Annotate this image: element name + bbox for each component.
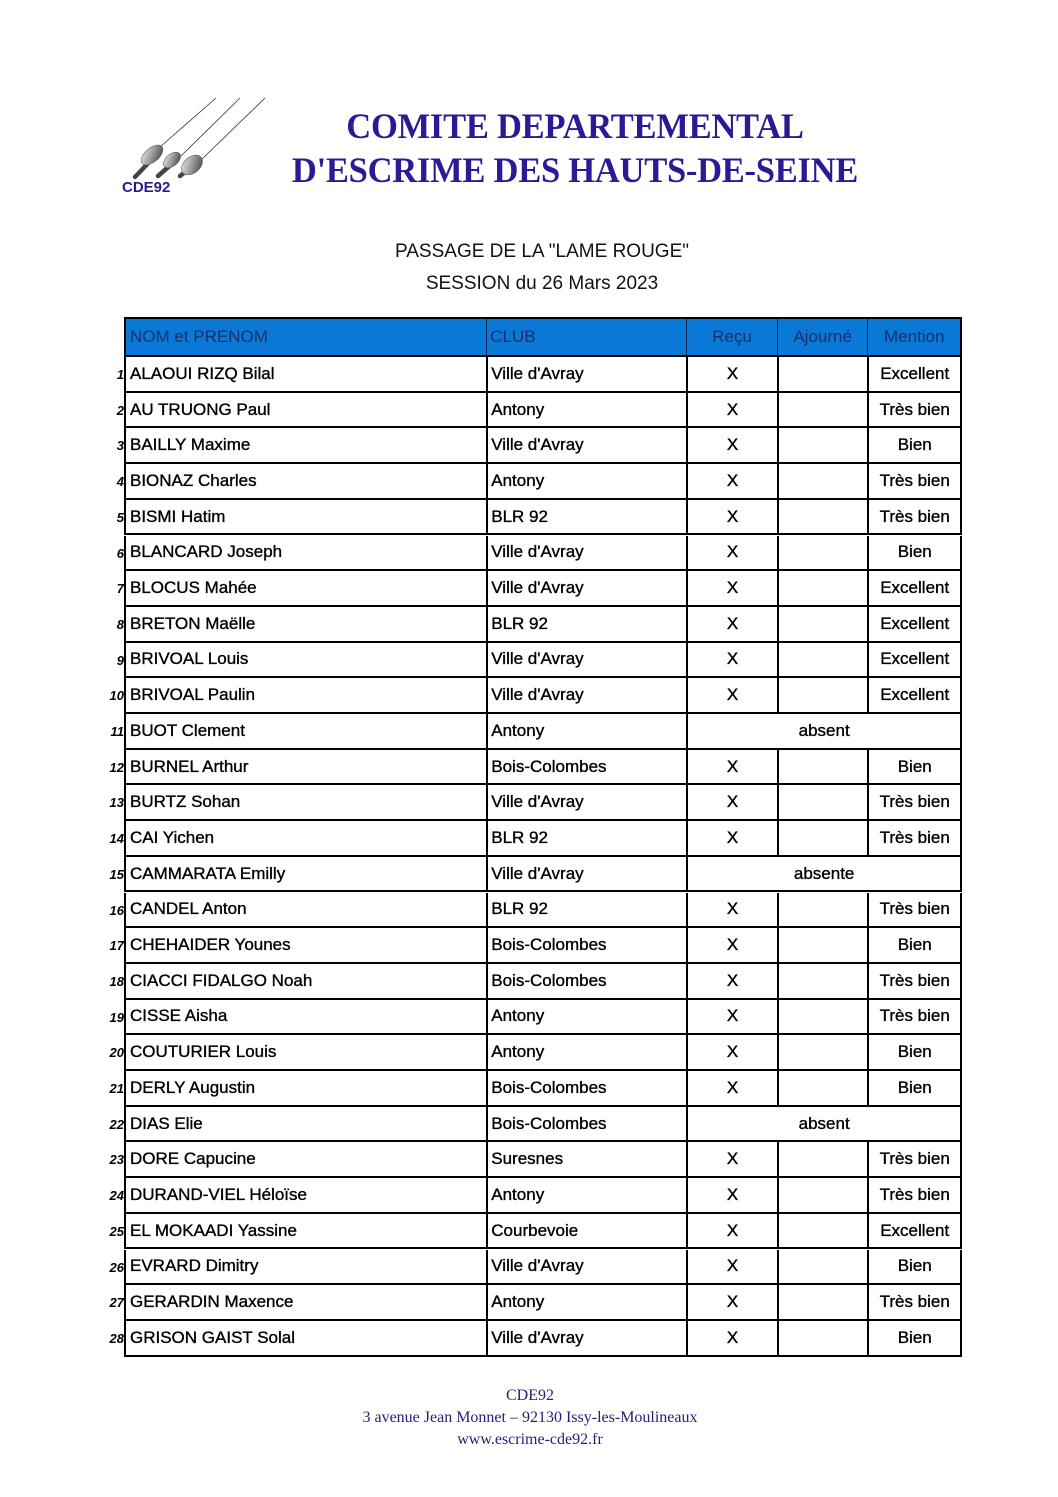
row-number: 23 xyxy=(109,1152,124,1168)
cell-name: CHEHAIDER Younes xyxy=(130,935,291,955)
cell-ajourne xyxy=(777,393,868,427)
cell-mention: Très bien xyxy=(867,821,960,855)
cell-ajourne xyxy=(777,1321,868,1355)
cell-ajourne xyxy=(777,750,868,784)
row-number: 6 xyxy=(116,545,124,561)
cell-club: Ville d'Avray xyxy=(486,643,686,677)
cell-recu: X xyxy=(686,571,777,605)
column-header-ajourne: Ajourné xyxy=(777,319,868,355)
footer-website[interactable]: www.escrime-cde92.fr xyxy=(457,1431,603,1448)
table-row xyxy=(116,393,962,429)
cell-mention: Excellent xyxy=(867,1214,960,1248)
cell-name: BURTZ Sohan xyxy=(130,792,241,812)
row-number: 5 xyxy=(116,509,124,525)
cell-club: Antony xyxy=(486,1178,686,1212)
cell-club: Antony xyxy=(486,714,686,748)
cell-club: Bois-Colombes xyxy=(486,750,686,784)
cell-club: BLR 92 xyxy=(486,821,686,855)
table-row xyxy=(116,428,962,464)
cell-name: BISMI Hatim xyxy=(130,506,226,526)
cell-ajourne xyxy=(777,643,868,677)
row-number: 26 xyxy=(109,1259,124,1275)
table-row xyxy=(109,893,962,929)
cell-mention: Bien xyxy=(867,1035,960,1069)
cell-club: Antony xyxy=(486,1035,686,1069)
cell-mention: Très bien xyxy=(867,1000,960,1034)
table-row xyxy=(109,857,962,893)
cell-club: Suresnes xyxy=(486,1142,686,1176)
cell-ajourne xyxy=(777,500,868,534)
cell-ajourne xyxy=(777,678,868,712)
cell-ajourne xyxy=(777,964,868,998)
table-row xyxy=(116,536,962,572)
cell-recu: X xyxy=(686,393,777,427)
row-number: 22 xyxy=(109,1116,124,1132)
cell-mention: Excellent xyxy=(867,643,960,677)
table-row xyxy=(116,607,962,643)
cell-name: BAILLY Maxime xyxy=(130,435,251,455)
cell-status: absent xyxy=(686,714,960,748)
cell-recu: X xyxy=(686,964,777,998)
cell-name: BIONAZ Charles xyxy=(130,470,257,490)
table-row xyxy=(109,1035,962,1071)
row-number: 19 xyxy=(109,1009,124,1025)
cell-name: DORE Capucine xyxy=(130,1149,256,1169)
cell-club: Ville d'Avray xyxy=(486,428,686,462)
cell-recu: X xyxy=(686,893,777,927)
row-number: 27 xyxy=(109,1295,124,1311)
cell-ajourne xyxy=(777,1142,868,1176)
cell-ajourne xyxy=(777,357,868,391)
cell-ajourne xyxy=(777,571,868,605)
cell-name: BRIVOAL Louis xyxy=(130,649,249,669)
cell-recu: X xyxy=(686,1250,777,1284)
cell-club: Bois-Colombes xyxy=(486,1107,686,1141)
row-number: 9 xyxy=(116,652,124,668)
column-header-recu: Reçu xyxy=(686,319,777,355)
row-number: 28 xyxy=(109,1330,124,1346)
cell-name: CANDEL Anton xyxy=(130,899,247,919)
table-row xyxy=(109,1250,962,1286)
cell-recu: X xyxy=(686,1035,777,1069)
cell-ajourne xyxy=(777,928,868,962)
row-number: 7 xyxy=(116,581,124,597)
cell-name: BLOCUS Mahée xyxy=(130,578,257,598)
cell-status: absente xyxy=(686,857,960,891)
cell-mention: Bien xyxy=(867,928,960,962)
cell-name: EVRARD Dimitry xyxy=(130,1256,259,1276)
cell-name: CAI Yichen xyxy=(130,827,215,847)
cell-club: Ville d'Avray xyxy=(486,785,686,819)
cell-recu: X xyxy=(686,1000,777,1034)
footer-org: CDE92 xyxy=(506,1387,554,1404)
cell-name: GRISON GAIST Solal xyxy=(130,1327,296,1347)
table-row xyxy=(109,1285,962,1321)
cell-recu: X xyxy=(686,500,777,534)
row-number: 17 xyxy=(109,938,124,954)
row-number: 21 xyxy=(109,1081,124,1096)
cell-ajourne xyxy=(777,1285,868,1319)
row-number: 24 xyxy=(109,1188,124,1204)
column-header-club: CLUB xyxy=(486,319,686,355)
row-number: 12 xyxy=(109,759,124,775)
table-row xyxy=(109,1071,962,1107)
row-number: 10 xyxy=(109,688,124,704)
row-number: 1 xyxy=(116,367,124,382)
cell-club: BLR 92 xyxy=(486,500,686,534)
cell-mention: Bien xyxy=(867,536,960,570)
cell-name: DERLY Augustin xyxy=(130,1077,256,1097)
cell-mention: Excellent xyxy=(867,357,960,391)
cell-ajourne xyxy=(777,1214,868,1248)
cell-name: COUTURIER Louis xyxy=(130,1042,277,1062)
table-row xyxy=(109,750,962,786)
cell-ajourne xyxy=(777,607,868,641)
cell-recu: X xyxy=(686,1214,777,1248)
cell-club: Bois-Colombes xyxy=(486,1071,686,1105)
cell-ajourne xyxy=(777,785,868,819)
cell-recu: X xyxy=(686,785,777,819)
row-number: 11 xyxy=(110,724,124,739)
table-row xyxy=(109,1214,962,1250)
row-number: 13 xyxy=(109,795,124,811)
cell-club: Ville d'Avray xyxy=(486,1321,686,1355)
cell-club: BLR 92 xyxy=(486,893,686,927)
table-row xyxy=(116,571,962,607)
cell-club: Courbevoie xyxy=(486,1214,686,1248)
cell-name: EL MOKAADI Yassine xyxy=(130,1220,297,1240)
table-row xyxy=(109,1178,962,1214)
session-subtitle xyxy=(280,236,804,300)
row-number: 2 xyxy=(116,402,124,418)
cell-club: Bois-Colombes xyxy=(486,928,686,962)
cell-club: BLR 92 xyxy=(486,607,686,641)
table-row xyxy=(109,785,962,821)
cell-club: Bois-Colombes xyxy=(486,964,686,998)
cell-club: Antony xyxy=(486,1000,686,1034)
cell-ajourne xyxy=(777,821,868,855)
cell-mention: Bien xyxy=(867,1250,960,1284)
table-row xyxy=(110,714,962,750)
page-footer xyxy=(280,1385,780,1451)
cell-mention: Très bien xyxy=(867,393,960,427)
cell-mention: Excellent xyxy=(867,678,960,712)
cell-mention: Excellent xyxy=(867,607,960,641)
cell-recu: X xyxy=(686,678,777,712)
cell-name: DURAND-VIEL Héloïse xyxy=(130,1184,307,1204)
footer-address: 3 avenue Jean Monnet – 92130 Issy-les-Moulineaux xyxy=(362,1409,698,1426)
cell-ajourne xyxy=(777,536,868,570)
cell-recu: X xyxy=(686,428,777,462)
column-header-name: NOM et PRENOM xyxy=(130,327,268,346)
cell-name: BRIVOAL Paulin xyxy=(130,685,256,705)
row-number: 3 xyxy=(116,438,124,454)
cell-name: BUOT Clement xyxy=(130,720,245,740)
cell-ajourne xyxy=(777,1250,868,1284)
cell-ajourne xyxy=(777,1071,868,1105)
cell-club: Antony xyxy=(486,1285,686,1319)
cell-ajourne xyxy=(777,1035,868,1069)
cell-mention: Bien xyxy=(867,750,960,784)
cde92-logo xyxy=(108,95,268,205)
page-title xyxy=(263,104,887,192)
cell-recu: X xyxy=(686,464,777,498)
title-line-1: COMITE DEPARTEMENTAL xyxy=(346,106,804,146)
row-number: 8 xyxy=(116,616,124,632)
cell-mention: Excellent xyxy=(867,571,960,605)
table-row xyxy=(109,1142,962,1178)
cell-club: Ville d'Avray xyxy=(486,1250,686,1284)
table-row xyxy=(109,928,962,964)
cell-recu: X xyxy=(686,1071,777,1105)
cell-recu: X xyxy=(686,643,777,677)
table-row xyxy=(109,964,962,1000)
cell-club: Ville d'Avray xyxy=(486,536,686,570)
cell-recu: X xyxy=(686,928,777,962)
row-number: 16 xyxy=(109,902,124,918)
table-row xyxy=(109,821,962,857)
cell-name: CAMMARATA Emilly xyxy=(130,863,286,883)
table-row xyxy=(116,643,962,679)
cell-name: GERARDIN Maxence xyxy=(130,1292,294,1312)
cell-mention: Très bien xyxy=(867,1285,960,1319)
cell-mention: Très bien xyxy=(867,1142,960,1176)
table-row xyxy=(116,357,962,393)
cell-recu: X xyxy=(686,607,777,641)
table-row xyxy=(116,464,962,500)
cell-recu: X xyxy=(686,1321,777,1355)
row-number: 25 xyxy=(109,1223,124,1239)
cell-name: BLANCARD Joseph xyxy=(130,542,283,562)
cell-mention: Très bien xyxy=(867,785,960,819)
table-row xyxy=(109,1000,962,1036)
cell-mention: Très bien xyxy=(867,500,960,534)
cell-recu: X xyxy=(686,1142,777,1176)
table-row xyxy=(109,1107,962,1143)
row-number: 18 xyxy=(109,973,124,989)
cell-recu: X xyxy=(686,1178,777,1212)
cell-mention: Très bien xyxy=(867,1178,960,1212)
row-number: 15 xyxy=(109,866,124,882)
cell-name: AU TRUONG Paul xyxy=(130,399,271,419)
cell-mention: Bien xyxy=(867,1321,960,1355)
table-row xyxy=(109,678,962,714)
cell-recu: X xyxy=(686,357,777,391)
row-number: 14 xyxy=(109,831,124,847)
cell-club: Antony xyxy=(486,393,686,427)
cell-name: BRETON Maëlle xyxy=(130,613,256,633)
subtitle-line-1: PASSAGE DE LA "LAME ROUGE" xyxy=(394,241,689,262)
cell-club: Ville d'Avray xyxy=(486,678,686,712)
table-row xyxy=(116,500,962,536)
cell-club: Ville d'Avray xyxy=(486,571,686,605)
row-number: 20 xyxy=(109,1045,124,1061)
cell-mention: Bien xyxy=(867,1071,960,1105)
cell-recu: X xyxy=(686,536,777,570)
cell-ajourne xyxy=(777,893,868,927)
cell-name: CIACCI FIDALGO Noah xyxy=(130,970,313,990)
cell-club: Antony xyxy=(486,464,686,498)
cell-ajourne xyxy=(777,464,868,498)
cell-recu: X xyxy=(686,750,777,784)
cell-mention: Très bien xyxy=(867,464,960,498)
cell-recu: X xyxy=(686,1285,777,1319)
cell-ajourne xyxy=(777,428,868,462)
cell-recu: X xyxy=(686,821,777,855)
cell-name: BURNEL Arthur xyxy=(130,756,249,776)
cell-mention: Très bien xyxy=(867,964,960,998)
cell-ajourne xyxy=(777,1000,868,1034)
title-line-2: D'ESCRIME DES HAUTS-DE-SEINE xyxy=(291,150,859,190)
cell-name: CISSE Aisha xyxy=(130,1006,228,1026)
cell-status: absent xyxy=(686,1107,960,1141)
column-header-mention: Mention xyxy=(867,319,960,355)
cell-mention: Très bien xyxy=(867,893,960,927)
row-number: 4 xyxy=(116,474,124,490)
cell-name: ALAOUI RIZQ Bilal xyxy=(130,363,275,383)
cell-club: Ville d'Avray xyxy=(486,357,686,391)
cell-mention: Bien xyxy=(867,428,960,462)
cell-ajourne xyxy=(777,1178,868,1212)
table-row xyxy=(109,1321,962,1357)
table-header-row xyxy=(124,317,962,357)
subtitle-line-2: SESSION du 26 Mars 2023 xyxy=(425,273,659,294)
cell-club: Ville d'Avray xyxy=(486,857,686,891)
cell-name: DIAS Elie xyxy=(130,1113,203,1133)
logo-text: CDE92 xyxy=(122,179,171,196)
